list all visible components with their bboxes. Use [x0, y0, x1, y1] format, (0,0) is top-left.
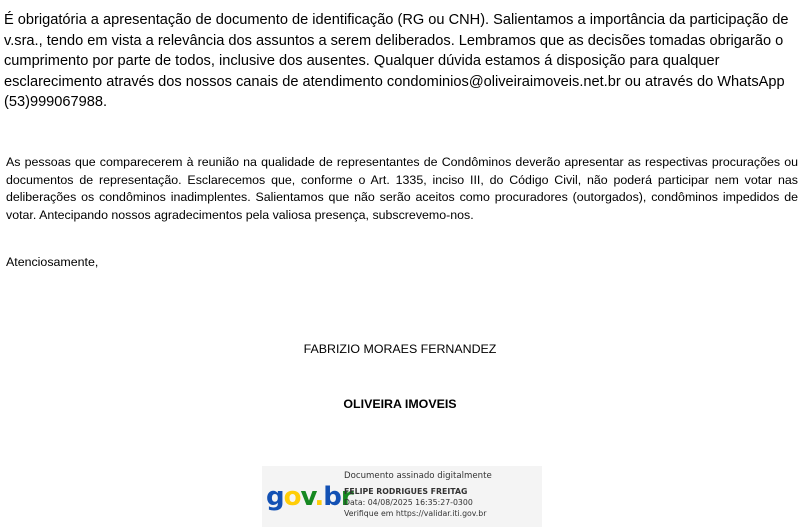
seal-date: Data: 04/08/2025 16:35:27-0300	[344, 498, 473, 507]
signer-name: FABRIZIO MORAES FERNANDEZ	[303, 342, 497, 356]
closing-salutation: Atenciosamente,	[6, 255, 99, 269]
govbr-logo: gov.br	[266, 482, 353, 512]
seal-verify-link[interactable]: Verifique em https://validar.iti.gov.br	[344, 509, 487, 518]
digital-signature-seal	[262, 466, 542, 527]
seal-title: Documento assinado digitalmente	[344, 471, 492, 481]
seal-text-block	[344, 470, 492, 519]
seal-signer-name: FELIPE RODRIGUES FREITAG	[344, 487, 468, 496]
paragraph-identification-notice: É obrigatória a apresentação de documento de identificação (RG ou CNH). Salientamos a importância da participação de v.sra., tendo em vista a relevância dos assuntos a serem deliberados. Lembramos que as decisões tomadas obrigarão o cumprimento por parte de todos, inclusive dos ausentes. Qualquer dúvida estamos á disposição para qualquer esclarecimento através dos nossos canais de atendimento condominios@oliveiraimoveis.net.br ou através do WhatsApp (53)999067988.	[4, 12, 789, 110]
company-name: OLIVEIRA IMOVEIS	[343, 397, 457, 411]
paragraph-representatives-notice: As pessoas que comparecerem à reunião na qualidade de representantes de Condôminos deverão apresentar as respectivas procurações ou documentos de representação. Esclarecemos que, conforme o Art. 1335, inciso III, do Código Civil, não poderá participar nem votar nas deliberações os condôminos inadimplentes. Salientamos que não serão aceitos como procuradores (outorgados), condôminos impedidos de votar. Antecipando nossos agradecimentos pela valiosa presença, subscrevemo-nos.	[6, 155, 798, 222]
